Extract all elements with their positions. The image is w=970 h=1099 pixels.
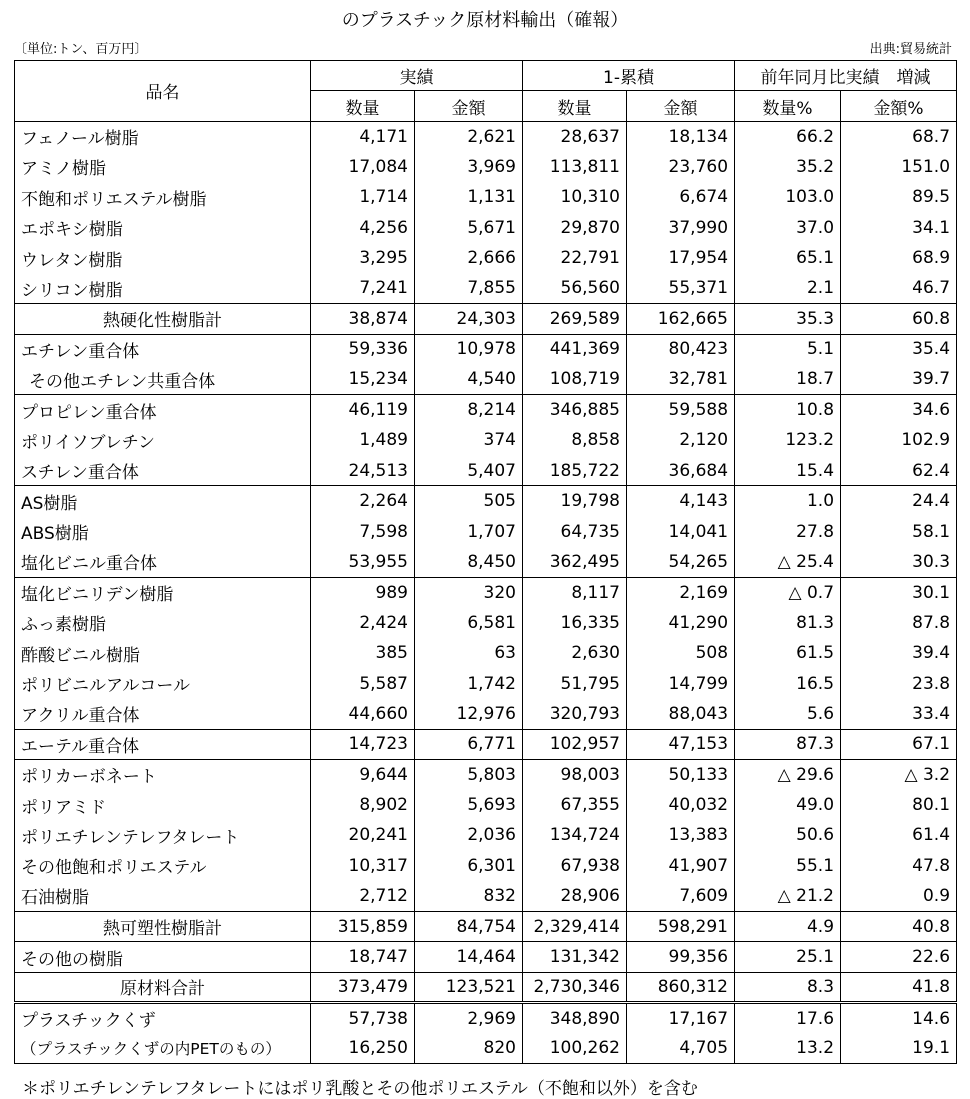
row-cum-qty: 131,342 <box>523 942 627 972</box>
row-qty: 14,723 <box>311 729 415 759</box>
row-amount-pct: 61.4 <box>841 820 957 850</box>
table-row <box>15 577 957 607</box>
row-qty-pct: 13.2 <box>735 1033 841 1063</box>
row-qty: 20,241 <box>311 820 415 850</box>
row-amount: 2,969 <box>415 1003 523 1033</box>
row-cum-qty: 64,735 <box>523 516 627 546</box>
row-cum-qty: 102,957 <box>523 729 627 759</box>
header-actual: 実績 <box>311 61 523 91</box>
row-amount-pct: 151.0 <box>841 152 957 182</box>
row-amount: 320 <box>415 577 523 607</box>
row-cum-amount: 4,143 <box>627 486 735 516</box>
row-amount-pct: 34.6 <box>841 395 957 425</box>
table-row <box>15 972 957 1002</box>
row-qty-pct: 61.5 <box>735 638 841 668</box>
row-qty-pct: 2.1 <box>735 273 841 303</box>
row-amount-pct: 30.1 <box>841 577 957 607</box>
row-amount-pct: 68.9 <box>841 243 957 273</box>
row-cum-amount: 37,990 <box>627 212 735 242</box>
table-row <box>15 668 957 698</box>
row-qty: 1,714 <box>311 182 415 212</box>
row-qty-pct: 5.1 <box>735 334 841 364</box>
row-amount: 6,301 <box>415 851 523 881</box>
row-amount-pct: 33.4 <box>841 699 957 729</box>
row-name: エポキシ樹脂 <box>15 212 311 242</box>
row-amount-pct: 0.9 <box>841 881 957 911</box>
row-name: 熱可塑性樹脂計 <box>15 911 311 941</box>
row-cum-amount: 508 <box>627 638 735 668</box>
row-amount: 2,666 <box>415 243 523 273</box>
row-cum-qty: 348,890 <box>523 1003 627 1033</box>
row-cum-qty: 67,938 <box>523 851 627 881</box>
row-name: ポリカーボネート <box>15 759 311 789</box>
table-row <box>15 820 957 850</box>
row-amount: 7,855 <box>415 273 523 303</box>
row-amount: 6,581 <box>415 608 523 638</box>
row-cum-qty: 98,003 <box>523 759 627 789</box>
table-row <box>15 699 957 729</box>
header-cum-qty: 数量 <box>523 91 627 121</box>
row-amount-pct: 39.4 <box>841 638 957 668</box>
row-qty: 7,598 <box>311 516 415 546</box>
row-qty: 315,859 <box>311 911 415 941</box>
row-cum-amount: 598,291 <box>627 911 735 941</box>
row-cum-qty: 28,637 <box>523 121 627 151</box>
row-qty-pct: 50.6 <box>735 820 841 850</box>
header-amount-pct: 金額% <box>841 91 957 121</box>
row-cum-qty: 269,589 <box>523 304 627 334</box>
table-row <box>15 243 957 273</box>
row-qty: 24,513 <box>311 456 415 486</box>
row-qty: 9,644 <box>311 759 415 789</box>
row-qty: 53,955 <box>311 547 415 577</box>
row-cum-qty: 185,722 <box>523 456 627 486</box>
row-name: 原材料合計 <box>15 972 311 1002</box>
row-cum-amount: 54,265 <box>627 547 735 577</box>
row-qty: 10,317 <box>311 851 415 881</box>
row-amount: 6,771 <box>415 729 523 759</box>
row-amount-pct: 58.1 <box>841 516 957 546</box>
row-qty-pct: 35.2 <box>735 152 841 182</box>
row-cum-qty: 16,335 <box>523 608 627 638</box>
table-row <box>15 608 957 638</box>
unit-label: 〔単位:トン、百万円〕 <box>14 42 148 57</box>
row-amount: 24,303 <box>415 304 523 334</box>
row-cum-amount: 40,032 <box>627 790 735 820</box>
table-row <box>15 364 957 394</box>
row-amount: 1,707 <box>415 516 523 546</box>
row-qty: 2,424 <box>311 608 415 638</box>
row-cum-amount: 50,133 <box>627 759 735 789</box>
row-qty-pct: 4.9 <box>735 911 841 941</box>
table-body <box>15 121 957 1063</box>
row-amount: 8,450 <box>415 547 523 577</box>
row-qty: 38,874 <box>311 304 415 334</box>
row-amount-pct: 40.8 <box>841 911 957 941</box>
row-amount: 12,976 <box>415 699 523 729</box>
table-row <box>15 304 957 334</box>
row-qty: 7,241 <box>311 273 415 303</box>
row-amount: 84,754 <box>415 911 523 941</box>
row-cum-amount: 2,120 <box>627 425 735 455</box>
header-cumulative: 1-累積 <box>523 61 735 91</box>
page-title: のプラスチック原材料輸出（確報） <box>341 10 629 31</box>
row-qty-pct: △ 21.2 <box>735 881 841 911</box>
row-cum-qty: 113,811 <box>523 152 627 182</box>
row-qty: 385 <box>311 638 415 668</box>
row-amount: 2,036 <box>415 820 523 850</box>
row-name: 石油樹脂 <box>15 881 311 911</box>
row-qty-pct: 5.6 <box>735 699 841 729</box>
row-qty-pct: △ 25.4 <box>735 547 841 577</box>
row-qty: 989 <box>311 577 415 607</box>
row-cum-qty: 2,730,346 <box>523 972 627 1002</box>
table-row <box>15 942 957 972</box>
row-amount-pct: 39.7 <box>841 364 957 394</box>
row-name: エーテル重合体 <box>15 729 311 759</box>
footnote: ＊ポリエチレンテレフタレートにはポリ乳酸とその他ポリエステル（不飽和以外）を含む <box>22 1079 698 1099</box>
row-qty-pct: 103.0 <box>735 182 841 212</box>
row-qty-pct: 18.7 <box>735 364 841 394</box>
table-row <box>15 334 957 364</box>
row-name: 塩化ビニル重合体 <box>15 547 311 577</box>
row-amount: 10,978 <box>415 334 523 364</box>
row-amount-pct: 62.4 <box>841 456 957 486</box>
row-cum-qty: 8,117 <box>523 577 627 607</box>
row-cum-amount: 36,684 <box>627 456 735 486</box>
row-qty: 59,336 <box>311 334 415 364</box>
row-amount: 5,693 <box>415 790 523 820</box>
export-table <box>14 60 957 1064</box>
table-row <box>15 851 957 881</box>
row-qty: 4,256 <box>311 212 415 242</box>
row-qty-pct: 25.1 <box>735 942 841 972</box>
row-cum-qty: 108,719 <box>523 364 627 394</box>
row-amount-pct: 23.8 <box>841 668 957 698</box>
row-qty-pct: 17.6 <box>735 1003 841 1033</box>
row-qty-pct: 10.8 <box>735 395 841 425</box>
row-name: （プラスチックくずの内PETのもの） <box>15 1033 311 1063</box>
row-qty-pct: 35.3 <box>735 304 841 334</box>
row-name: 熱硬化性樹脂計 <box>15 304 311 334</box>
row-cum-qty: 2,630 <box>523 638 627 668</box>
row-name: その他飽和ポリエステル <box>15 851 311 881</box>
row-cum-amount: 13,383 <box>627 820 735 850</box>
row-qty-pct: 8.3 <box>735 972 841 1002</box>
row-amount-pct: 60.8 <box>841 304 957 334</box>
table-row <box>15 182 957 212</box>
row-cum-qty: 51,795 <box>523 668 627 698</box>
row-cum-amount: 23,760 <box>627 152 735 182</box>
table-row <box>15 1003 957 1033</box>
row-amount: 5,407 <box>415 456 523 486</box>
row-name: プロピレン重合体 <box>15 395 311 425</box>
row-amount-pct: 14.6 <box>841 1003 957 1033</box>
row-amount: 8,214 <box>415 395 523 425</box>
row-cum-qty: 28,906 <box>523 881 627 911</box>
row-qty-pct: 37.0 <box>735 212 841 242</box>
row-cum-qty: 67,355 <box>523 790 627 820</box>
row-qty: 18,747 <box>311 942 415 972</box>
row-cum-amount: 41,907 <box>627 851 735 881</box>
row-name: シリコン樹脂 <box>15 273 311 303</box>
row-cum-amount: 14,041 <box>627 516 735 546</box>
row-amount-pct: 41.8 <box>841 972 957 1002</box>
row-amount: 4,540 <box>415 364 523 394</box>
table-row <box>15 456 957 486</box>
row-cum-amount: 47,153 <box>627 729 735 759</box>
row-cum-qty: 441,369 <box>523 334 627 364</box>
row-amount: 1,131 <box>415 182 523 212</box>
table-row <box>15 638 957 668</box>
row-amount-pct: 80.1 <box>841 790 957 820</box>
row-qty: 15,234 <box>311 364 415 394</box>
row-amount-pct: 89.5 <box>841 182 957 212</box>
row-cum-amount: 59,588 <box>627 395 735 425</box>
row-qty: 3,295 <box>311 243 415 273</box>
row-cum-amount: 7,609 <box>627 881 735 911</box>
row-name: ふっ素樹脂 <box>15 608 311 638</box>
row-cum-qty: 362,495 <box>523 547 627 577</box>
row-amount: 832 <box>415 881 523 911</box>
row-cum-qty: 56,560 <box>523 273 627 303</box>
row-qty-pct: 15.4 <box>735 456 841 486</box>
row-name: 塩化ビニリデン樹脂 <box>15 577 311 607</box>
row-cum-amount: 17,954 <box>627 243 735 273</box>
row-qty-pct: △ 0.7 <box>735 577 841 607</box>
header-qty-pct: 数量% <box>735 91 841 121</box>
row-amount: 2,621 <box>415 121 523 151</box>
row-name: ABS樹脂 <box>15 516 311 546</box>
row-cum-amount: 88,043 <box>627 699 735 729</box>
row-cum-amount: 99,356 <box>627 942 735 972</box>
row-amount-pct: 19.1 <box>841 1033 957 1063</box>
row-cum-amount: 4,705 <box>627 1033 735 1063</box>
row-amount-pct: 47.8 <box>841 851 957 881</box>
row-name: ウレタン樹脂 <box>15 243 311 273</box>
row-name: フェノール樹脂 <box>15 121 311 151</box>
row-qty: 44,660 <box>311 699 415 729</box>
row-cum-amount: 18,134 <box>627 121 735 151</box>
row-cum-amount: 860,312 <box>627 972 735 1002</box>
row-cum-qty: 10,310 <box>523 182 627 212</box>
table-row <box>15 516 957 546</box>
row-qty: 373,479 <box>311 972 415 1002</box>
row-name: アクリル重合体 <box>15 699 311 729</box>
row-qty: 2,712 <box>311 881 415 911</box>
row-cum-amount: 14,799 <box>627 668 735 698</box>
table-row <box>15 729 957 759</box>
row-name: ポリイソブレチン <box>15 425 311 455</box>
row-cum-qty: 346,885 <box>523 395 627 425</box>
row-qty: 46,119 <box>311 395 415 425</box>
row-cum-qty: 100,262 <box>523 1033 627 1063</box>
row-cum-amount: 32,781 <box>627 364 735 394</box>
row-qty: 16,250 <box>311 1033 415 1063</box>
row-name: ポリビニルアルコール <box>15 668 311 698</box>
row-cum-qty: 22,791 <box>523 243 627 273</box>
row-name: ポリアミド <box>15 790 311 820</box>
row-qty: 17,084 <box>311 152 415 182</box>
row-name: スチレン重合体 <box>15 456 311 486</box>
table-row <box>15 425 957 455</box>
row-amount: 5,671 <box>415 212 523 242</box>
row-name: その他の樹脂 <box>15 942 311 972</box>
row-amount-pct: 30.3 <box>841 547 957 577</box>
row-amount: 14,464 <box>415 942 523 972</box>
table-row <box>15 759 957 789</box>
header-qty: 数量 <box>311 91 415 121</box>
table-row <box>15 1033 957 1063</box>
row-cum-amount: 17,167 <box>627 1003 735 1033</box>
header-cum-amount: 金額 <box>627 91 735 121</box>
table-row <box>15 547 957 577</box>
row-qty: 2,264 <box>311 486 415 516</box>
row-name: 酢酸ビニル樹脂 <box>15 638 311 668</box>
row-amount-pct: 102.9 <box>841 425 957 455</box>
table-row <box>15 152 957 182</box>
row-qty: 1,489 <box>311 425 415 455</box>
row-cum-qty: 2,329,414 <box>523 911 627 941</box>
row-qty-pct: 123.2 <box>735 425 841 455</box>
table-row <box>15 395 957 425</box>
row-name: アミノ樹脂 <box>15 152 311 182</box>
row-qty: 5,587 <box>311 668 415 698</box>
row-cum-amount: 162,665 <box>627 304 735 334</box>
row-cum-qty: 29,870 <box>523 212 627 242</box>
row-name: ポリエチレンテレフタレート <box>15 820 311 850</box>
row-cum-amount: 41,290 <box>627 608 735 638</box>
row-amount: 1,742 <box>415 668 523 698</box>
header-yoy: 前年同月比実績 増減 <box>735 61 957 91</box>
row-amount-pct: 22.6 <box>841 942 957 972</box>
row-name: 不飽和ポリエステル樹脂 <box>15 182 311 212</box>
row-amount-pct: 87.8 <box>841 608 957 638</box>
row-qty-pct: 66.2 <box>735 121 841 151</box>
table-row <box>15 212 957 242</box>
row-qty-pct: 16.5 <box>735 668 841 698</box>
header-amount: 金額 <box>415 91 523 121</box>
row-qty-pct: 65.1 <box>735 243 841 273</box>
row-amount: 63 <box>415 638 523 668</box>
row-cum-amount: 2,169 <box>627 577 735 607</box>
row-cum-qty: 134,724 <box>523 820 627 850</box>
table-row <box>15 911 957 941</box>
row-qty: 4,171 <box>311 121 415 151</box>
row-qty: 8,902 <box>311 790 415 820</box>
source-label: 出典:貿易統計 <box>869 42 952 57</box>
row-amount-pct: 68.7 <box>841 121 957 151</box>
row-cum-qty: 320,793 <box>523 699 627 729</box>
row-amount-pct: △ 3.2 <box>841 759 957 789</box>
row-cum-amount: 55,371 <box>627 273 735 303</box>
row-cum-qty: 8,858 <box>523 425 627 455</box>
row-name: その他エチレン共重合体 <box>15 364 311 394</box>
header-name: 品名 <box>15 61 311 122</box>
row-amount: 374 <box>415 425 523 455</box>
row-qty-pct: 81.3 <box>735 608 841 638</box>
row-amount: 820 <box>415 1033 523 1063</box>
table-row <box>15 486 957 516</box>
row-amount: 5,803 <box>415 759 523 789</box>
table-row <box>15 121 957 151</box>
row-amount: 505 <box>415 486 523 516</box>
row-cum-amount: 80,423 <box>627 334 735 364</box>
row-amount-pct: 46.7 <box>841 273 957 303</box>
row-cum-amount: 6,674 <box>627 182 735 212</box>
row-amount-pct: 67.1 <box>841 729 957 759</box>
table-row <box>15 881 957 911</box>
row-qty-pct: 55.1 <box>735 851 841 881</box>
row-amount: 3,969 <box>415 152 523 182</box>
row-name: エチレン重合体 <box>15 334 311 364</box>
row-qty-pct: 1.0 <box>735 486 841 516</box>
table-row <box>15 273 957 303</box>
row-amount-pct: 24.4 <box>841 486 957 516</box>
row-name: AS樹脂 <box>15 486 311 516</box>
row-qty-pct: 87.3 <box>735 729 841 759</box>
row-name: プラスチックくず <box>15 1003 311 1033</box>
row-qty-pct: △ 29.6 <box>735 759 841 789</box>
row-cum-qty: 19,798 <box>523 486 627 516</box>
row-qty: 57,738 <box>311 1003 415 1033</box>
table-row <box>15 790 957 820</box>
row-amount-pct: 34.1 <box>841 212 957 242</box>
row-amount: 123,521 <box>415 972 523 1002</box>
row-qty-pct: 49.0 <box>735 790 841 820</box>
row-amount-pct: 35.4 <box>841 334 957 364</box>
row-qty-pct: 27.8 <box>735 516 841 546</box>
